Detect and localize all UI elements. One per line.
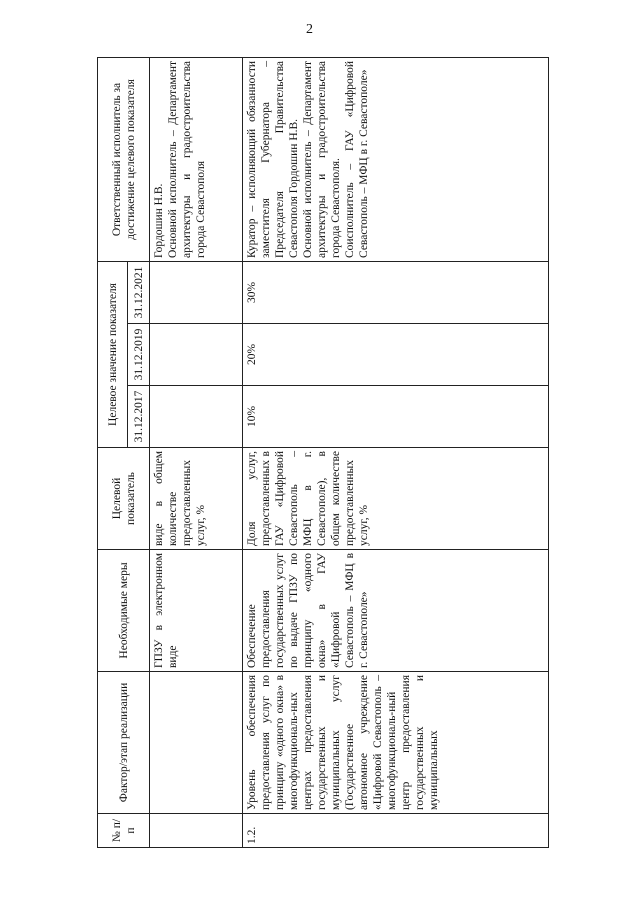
table-row: [150, 57, 243, 847]
header-num: № п/п: [98, 814, 150, 848]
cell-value-2017: 10%: [243, 386, 549, 448]
header-date-2017: 31.12.2017: [128, 386, 150, 448]
header-responsible: Ответственный исполнитель за достижение целевого показателя: [98, 57, 150, 261]
cell-indicator: Доля услуг, предоставленных в ГАУ «Цифровой Севастополь – МФЦ в г. Севастополе), в общем количестве предоставленных услуг, %: [243, 448, 549, 550]
header-date-2019: 31.12.2019: [128, 324, 150, 386]
header-row-1: [98, 57, 128, 847]
cell-factor: [150, 672, 243, 814]
rotated-table-container: [97, 58, 549, 848]
header-target-value: Целевое значение показателя: [98, 261, 128, 447]
cell-value-2019: [150, 324, 243, 386]
cell-num: 1.2.: [243, 814, 549, 848]
cell-value-2019: 20%: [243, 324, 549, 386]
cell-responsible: Гордошин Н.В. Основной исполнитель – Департамент архитектуры и градостроительства города Севастополя: [150, 57, 243, 261]
targets-table: [97, 57, 549, 848]
page-number: 2: [306, 22, 313, 37]
cell-measures: Обеспечение предоставления государственных услуг по выдаче ГПЗУ по принципу «одного окна» в ГАУ «Цифровой Севастополь – МФЦ в г. Севастополе»: [243, 550, 549, 672]
cell-measures: ГПЗУ в электронном виде: [150, 550, 243, 672]
cell-value-2017: [150, 386, 243, 448]
header-factor: Фактор/этап реализации: [98, 672, 150, 814]
header-date-2021: 31.12.2021: [128, 261, 150, 323]
cell-indicator: виде в общем количестве предоставленных услуг, %: [150, 448, 243, 550]
cell-value-2021: [150, 261, 243, 323]
cell-responsible: Куратор – исполняющий обязанности заместителя Губернатора – Председателя Правительства Севастополя Гордошин Н.В. Основной исполнитель – Департамент архитектуры и градостроительства города Севастополя. Соисполнитель – ГАУ «Цифровой Севастополь – МФЦ в г. Севастополе»: [243, 57, 549, 261]
table-row: [243, 57, 549, 847]
cell-num: [150, 814, 243, 848]
header-measures: Необходимые меры: [98, 550, 150, 672]
cell-value-2021: 30%: [243, 261, 549, 323]
cell-factor: Уровень обеспечения предоставления услуг по принципу «одного окна» в многофункциональ-ных центрах предоставления государственных и муниципальных услуг (Государственное автономное учреждение «Цифровой Севастополь – многофункциональ-ный центр предоставления государственных и муниципальных: [243, 672, 549, 814]
header-indicator: Целевой показатель: [98, 448, 150, 550]
